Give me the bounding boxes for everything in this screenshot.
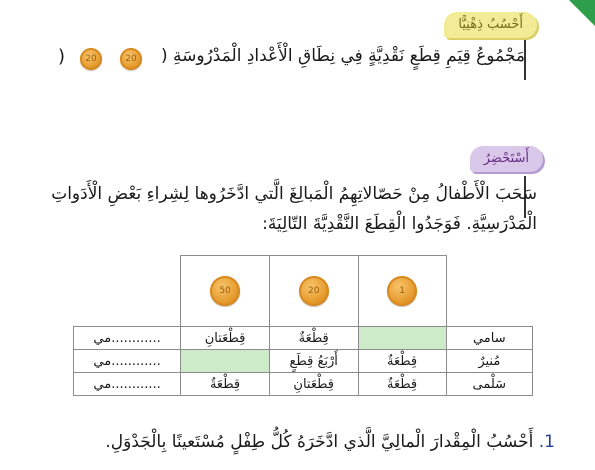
question-1 (105, 432, 555, 452)
cell-coin-20: قِطْعَتانِ (269, 373, 358, 396)
coin-20-icon: 20 (80, 48, 102, 70)
child-name: مُنيرٌ (446, 350, 532, 373)
corner-tab (569, 0, 595, 26)
close-paren: ) (58, 46, 66, 67)
mental-math-text: مَجْمُوعُ قِيَمِ قِطَعٍ نَقْدِيَّةٍ فِي نِطَاقِ الْأَعْدادِ الْمَدْرُوسَةِ ( (160, 46, 525, 66)
cell-coin-20: أَرْبَعُ قِطَعٍ (269, 350, 358, 373)
coin-50-icon: 50 (210, 276, 240, 306)
question-text: أَحْسُبُ الْمِقْدارَ الْمالِيَّ الَّذي ادَّخَرَهُ كُلُّ طِفْلٍ مُسْتَعينًا بِالْجَدْوَلِ. (105, 432, 534, 452)
cell-coin-50: قِطْعَتانِ (181, 327, 270, 350)
table-row (74, 373, 533, 396)
cell-coin-1: قِطْعَةٌ (358, 373, 446, 396)
coin-20-icon: 20 (120, 48, 142, 70)
header-coin-20 (269, 256, 358, 327)
coins-table (73, 255, 533, 396)
header-coin-1 (358, 256, 446, 327)
table-header-row (74, 256, 533, 327)
coin-1-icon: 1 (387, 276, 417, 306)
table-row (74, 350, 533, 373)
header-blank (446, 256, 532, 327)
question-number: 1. (538, 432, 555, 452)
header-blank (74, 256, 181, 327)
cell-coin-1: قِطْعَةٌ (358, 350, 446, 373)
recall-badge: أَسْتَحْضِرُ (470, 146, 543, 172)
total-blank[interactable]: ............مي (74, 373, 181, 396)
child-name: سَلْمى (446, 373, 532, 396)
cell-coin-20: قِطْعَةٌ (269, 327, 358, 350)
header-coin-50 (181, 256, 270, 327)
mental-math-badge: أَحْسُبُ ذِهْنِيًّا (444, 12, 537, 38)
intro-line-2: الْمَدْرَسِيَّةِ. فَوَجَدُوا الْقِطَعَ النَّقْدِيَّةَ التّالِيَةَ: (262, 214, 537, 234)
intro-line-1: سَحَبَ الْأَطْفالُ مِنْ حَصّالاتِهِمُ الْمَبالِغَ الَّتي ادَّخَرُوها لِشِراءِ بَعْضِ الْأَدَواتِ (51, 184, 537, 204)
coin-20-icon: 20 (299, 276, 329, 306)
total-blank[interactable]: ............مي (74, 350, 181, 373)
cell-coin-50 (181, 350, 270, 373)
total-blank[interactable]: ............مي (74, 327, 181, 350)
cell-coin-1 (358, 327, 446, 350)
cell-coin-50: قِطْعَةٌ (181, 373, 270, 396)
child-name: سامي (446, 327, 532, 350)
table-row (74, 327, 533, 350)
